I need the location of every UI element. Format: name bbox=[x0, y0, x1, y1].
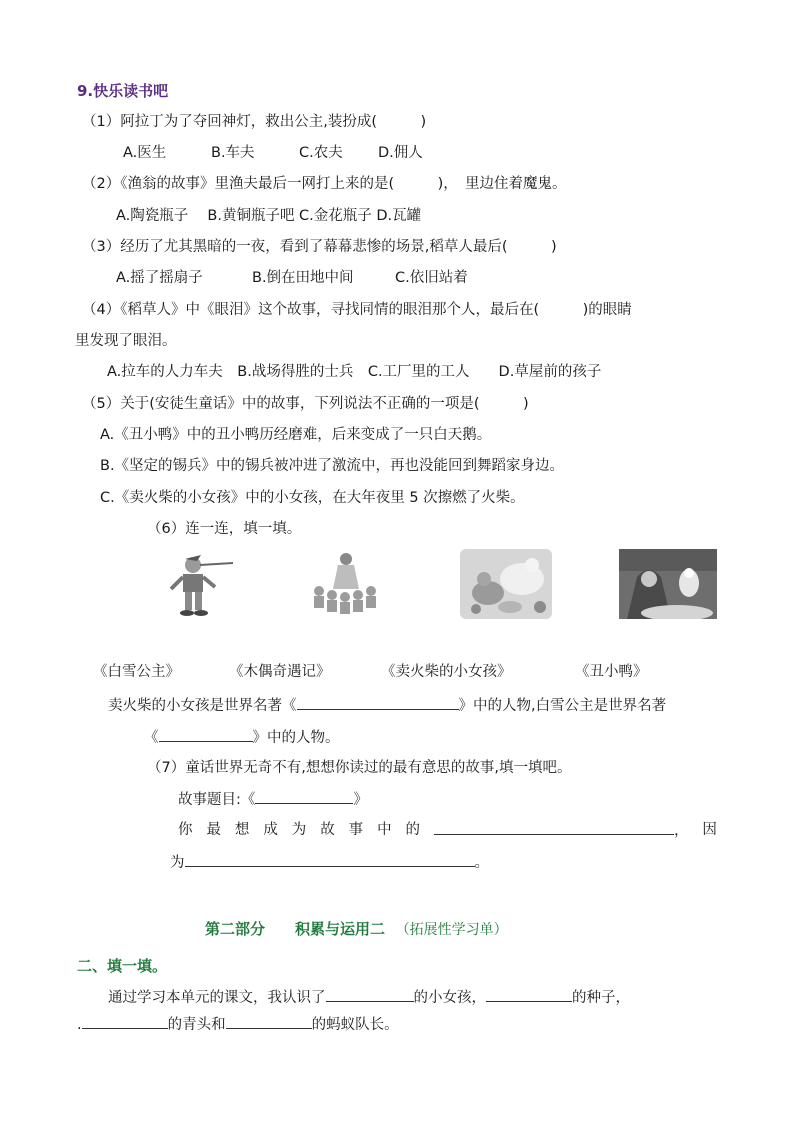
q5-option-b: B.《坚定的锡兵》中的锡兵被冲进了激流中，再也没能回到舞蹈家身边。 bbox=[100, 458, 565, 474]
part2-line2-dot: . bbox=[77, 1017, 82, 1033]
q5-option-a: A.《丑小鸭》中的丑小鸭历经磨难，后来变成了一只白天鹅。 bbox=[100, 427, 492, 443]
part2-line-1 bbox=[108, 987, 630, 1008]
question-7-stem: （7）童话世界无奇不有,想想你读过的最有意思的故事,填一填吧。 bbox=[147, 760, 572, 776]
q7-because-2: 为 bbox=[170, 855, 185, 871]
question-5-stem: （5）关于(安徒生童话》中的故事，下列说法不正确的一项是( ) bbox=[82, 396, 529, 412]
q6-fill-line-2 bbox=[144, 727, 340, 748]
ugly-duckling-image bbox=[460, 549, 552, 619]
q7-char: 的 bbox=[405, 822, 420, 838]
section-title: 9.快乐读书吧 bbox=[77, 82, 169, 100]
q7-char: 为 bbox=[291, 822, 307, 838]
part2-blank-2[interactable] bbox=[486, 987, 572, 1002]
q6-fill2-prefix: 《 bbox=[144, 730, 159, 746]
q3-option-b: B.倒在田地中间 bbox=[252, 270, 354, 286]
q1-option-a: A.医生 bbox=[123, 145, 167, 161]
q6-fill1-suffix: 》中的人物,白雪公主是世界名著 bbox=[458, 698, 667, 714]
q7-story-blank[interactable] bbox=[255, 789, 353, 804]
question-3-stem: （3）经历了尤其黑暗的一夜，看到了幕幕悲惨的场景,稻草人最后( ) bbox=[82, 239, 557, 255]
q7-char: 成 bbox=[263, 822, 278, 838]
title-snow-white: 《白雪公主》 bbox=[93, 664, 180, 680]
question-6-stem: （6）连一连，填一填。 bbox=[147, 521, 302, 537]
q7-story-label: 故事题目:《 bbox=[178, 792, 256, 808]
part2-heading bbox=[205, 919, 508, 940]
title-pinocchio: 《木偶奇遇记》 bbox=[229, 664, 331, 680]
q7-char: 最 bbox=[206, 822, 221, 838]
q4-options: A.拉车的人力车夫 B.战场得胜的士兵 C.工厂里的工人 D.草屋前的孩子 bbox=[107, 364, 602, 380]
question-4-stem: （4）《稻草人》中《眼泪》这个故事，寻找同情的眼泪那个人，最后在( )的眼睛 bbox=[82, 302, 632, 318]
q7-reason-blank[interactable] bbox=[185, 852, 475, 867]
q7-period: 。 bbox=[474, 855, 489, 871]
q7-char: 你 bbox=[178, 822, 193, 838]
q6-blank-2[interactable] bbox=[159, 727, 253, 742]
q6-fill2-suffix: 》中的人物。 bbox=[252, 730, 340, 746]
q1-option-b: B.车夫 bbox=[211, 145, 255, 161]
part2-line1-mid: 的小女孩， bbox=[413, 990, 486, 1006]
pinocchio-image bbox=[163, 549, 245, 619]
q6-blank-1[interactable] bbox=[297, 695, 459, 710]
title-match-girl: 《卖火柴的小女孩》 bbox=[381, 664, 512, 680]
part2-line2-mid: 的青头和 bbox=[167, 1017, 226, 1033]
q7-story-title-line bbox=[178, 789, 368, 810]
q7-char: 中 bbox=[377, 822, 392, 838]
q7-char: 想 bbox=[234, 822, 250, 838]
question-4-stem-cont: 里发现了眼泪。 bbox=[75, 333, 177, 349]
q3-option-c: C.依旧站着 bbox=[395, 270, 468, 286]
q7-story-close: 》 bbox=[353, 792, 368, 808]
part2-line2-suffix: 的蚂蚁队长。 bbox=[311, 1017, 399, 1033]
snow-white-image bbox=[305, 549, 387, 619]
q6-fill1-prefix: 卖火柴的小女孩是世界名著《 bbox=[108, 698, 297, 714]
q7-because-line bbox=[170, 852, 489, 873]
part2-line-2 bbox=[77, 1014, 399, 1035]
q1-option-d: D.佣人 bbox=[378, 145, 423, 161]
q3-option-a: A.摇了摇扇子 bbox=[116, 270, 203, 286]
q7-char: 事 bbox=[348, 822, 364, 838]
part2-line1-prefix: 通过学习本单元的课文，我认识了 bbox=[108, 990, 326, 1006]
q7-comma: ， bbox=[673, 823, 689, 839]
part2-heading-sub: （拓展性学习单） bbox=[395, 922, 508, 938]
q5-option-c: C.《卖火柴的小女孩》中的小女孩，在大年夜里 5 次擦燃了火柴。 bbox=[100, 490, 525, 506]
part2-heading-main: 第二部分 积累与运用二 bbox=[205, 920, 386, 938]
part2-line1-suffix: 的种子， bbox=[572, 990, 630, 1006]
part2-blank-3[interactable] bbox=[82, 1014, 168, 1029]
q6-fill-line-1 bbox=[108, 695, 666, 716]
q2-options: A.陶瓷瓶子 B.黄铜瓶子吧 C.金花瓶子 D.瓦罐 bbox=[116, 208, 422, 224]
q7-because: 因 bbox=[702, 822, 717, 838]
q7-character-blank[interactable] bbox=[434, 820, 674, 835]
match-girl-image bbox=[619, 549, 717, 619]
question-1-stem: （1）阿拉丁为了夺回神灯，救出公主,装扮成( ) bbox=[82, 114, 427, 130]
part2-section-title: 二、填一填。 bbox=[77, 957, 168, 975]
part2-blank-1[interactable] bbox=[326, 987, 414, 1002]
title-ugly-duckling: 《丑小鸭》 bbox=[575, 664, 648, 680]
part2-blank-4[interactable] bbox=[226, 1014, 312, 1029]
q1-option-c: C.农夫 bbox=[299, 145, 343, 161]
q7-char: 故 bbox=[320, 822, 335, 838]
question-2-stem: （2）《渔翁的故事》里渔夫最后一网打上来的是( )， 里边住着魔鬼。 bbox=[82, 176, 567, 192]
q7-want-line bbox=[178, 820, 717, 841]
